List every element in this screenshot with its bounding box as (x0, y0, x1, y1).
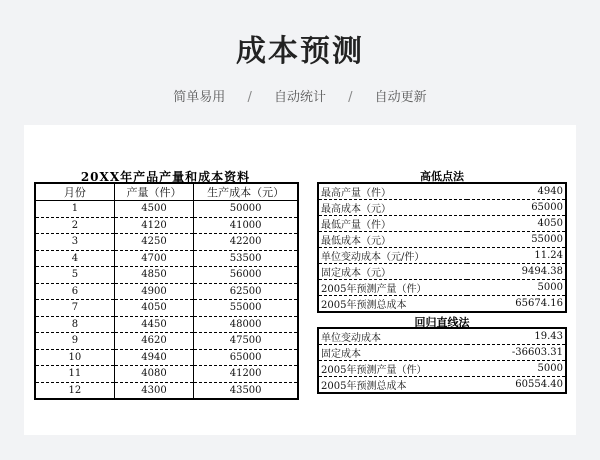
table-cell: 4120 (114, 217, 193, 234)
row-label: 2005年预测总成本 (321, 381, 407, 392)
table-cell: 12 (35, 382, 114, 399)
table-cell: 62500 (194, 283, 298, 300)
row-label: 固定成本 (318, 345, 467, 361)
table-cell: 41200 (194, 366, 298, 383)
table-row (318, 264, 566, 280)
feature-auto-stats: 自动统计 (273, 90, 326, 105)
row-label: 单位变动成本（元/件） (318, 248, 467, 264)
row-value: 11.24 (467, 248, 566, 264)
table-row (318, 361, 566, 377)
table-row (318, 280, 566, 296)
table-row (318, 328, 566, 345)
row-label: 固定成本（元） (318, 264, 467, 280)
table-row (35, 250, 298, 267)
table-row (318, 232, 566, 248)
row-value: 5000 (467, 361, 566, 377)
table-cell: 56000 (194, 267, 298, 284)
spreadsheet-preview (24, 125, 576, 435)
table-cell: 4940 (114, 349, 193, 366)
table-cell: 4 (35, 250, 114, 267)
table-cell: 4080 (114, 366, 193, 383)
row-label: 2005年预测产量（件） (318, 280, 467, 296)
table-row (35, 217, 298, 234)
feature-auto-update: 自动更新 (374, 90, 427, 105)
row-value: -36603.31 (467, 345, 566, 361)
row-value: 19.43 (467, 328, 566, 345)
table-cell: 55000 (194, 300, 298, 317)
table-row (318, 296, 566, 313)
high-low-title: 高低点法 (420, 170, 464, 183)
table-header-row (35, 183, 298, 201)
table-row (318, 183, 566, 200)
feature-easy: 简单易用 (173, 90, 226, 105)
high-low-table-body (318, 183, 566, 312)
table-cell: 9 (35, 333, 114, 350)
table-row (35, 300, 298, 317)
table-row (35, 366, 298, 383)
table-cell: 11 (35, 366, 114, 383)
table-row (35, 382, 298, 399)
table-row (35, 234, 298, 251)
regression-table (317, 327, 567, 394)
table-row (35, 333, 298, 350)
regression-table-body (318, 328, 566, 393)
row-value: 4050 (467, 216, 566, 232)
table-cell: 4700 (114, 250, 193, 267)
table-cell: 10 (35, 349, 114, 366)
row-label: 单位变动成本 (318, 328, 467, 345)
page-title: 成本预测 (236, 34, 364, 69)
production-table-title: 20XX年产品产量和成本资料 (80, 170, 251, 184)
table-cell: 7 (35, 300, 114, 317)
production-table-body (35, 201, 298, 400)
column-header: 生产成本（元） (194, 183, 298, 201)
separator: / (348, 90, 353, 105)
table-cell: 4250 (114, 234, 193, 251)
table-row (318, 248, 566, 264)
table-row (318, 377, 566, 394)
table-cell: 50000 (194, 201, 298, 218)
table-cell: 2 (35, 217, 114, 234)
row-label: 最高产量（件） (318, 183, 467, 200)
table-cell: 4500 (114, 201, 193, 218)
table-row (35, 267, 298, 284)
feature-strip (0, 86, 600, 105)
table-cell: 4900 (114, 283, 193, 300)
table-cell: 48000 (194, 316, 298, 333)
table-row (318, 216, 566, 232)
table-cell: 65000 (194, 349, 298, 366)
table-row (35, 283, 298, 300)
regression-title: 回归直线法 (414, 316, 470, 329)
table-cell: 42200 (194, 234, 298, 251)
table-cell: 1 (35, 201, 114, 218)
production-cost-table (34, 182, 299, 400)
row-label: 最高成本（元） (318, 200, 467, 216)
separator: / (247, 90, 252, 105)
table-row (318, 345, 566, 361)
table-row (35, 316, 298, 333)
column-header: 月份 (35, 183, 114, 201)
table-cell: 6 (35, 283, 114, 300)
table-cell: 3 (35, 234, 114, 251)
table-cell: 4450 (114, 316, 193, 333)
table-row (35, 201, 298, 218)
table-cell: 41000 (194, 217, 298, 234)
column-header: 产量（件） (114, 183, 193, 201)
table-cell: 47500 (194, 333, 298, 350)
table-cell: 4850 (114, 267, 193, 284)
table-row (318, 200, 566, 216)
row-label: 2005年预测总成本 (321, 300, 407, 311)
row-label: 2005年预测产量（件） (318, 361, 467, 377)
row-value: 55000 (467, 232, 566, 248)
table-cell: 4300 (114, 382, 193, 399)
high-low-table (317, 182, 567, 313)
row-value: 5000 (467, 280, 566, 296)
table-cell: 43500 (229, 384, 262, 396)
table-cell: 8 (35, 316, 114, 333)
row-value: 65000 (467, 200, 566, 216)
row-label: 最低成本（元） (318, 232, 467, 248)
table-row (35, 349, 298, 366)
table-cell: 53500 (194, 250, 298, 267)
row-value: 65674.16 (515, 298, 563, 309)
row-value: 60554.40 (515, 379, 563, 390)
row-label: 最低产量（件） (318, 216, 467, 232)
table-cell: 4620 (114, 333, 193, 350)
table-cell: 5 (35, 267, 114, 284)
row-value: 4940 (467, 183, 566, 200)
row-value: 9494.38 (467, 264, 566, 280)
table-cell: 4050 (114, 300, 193, 317)
